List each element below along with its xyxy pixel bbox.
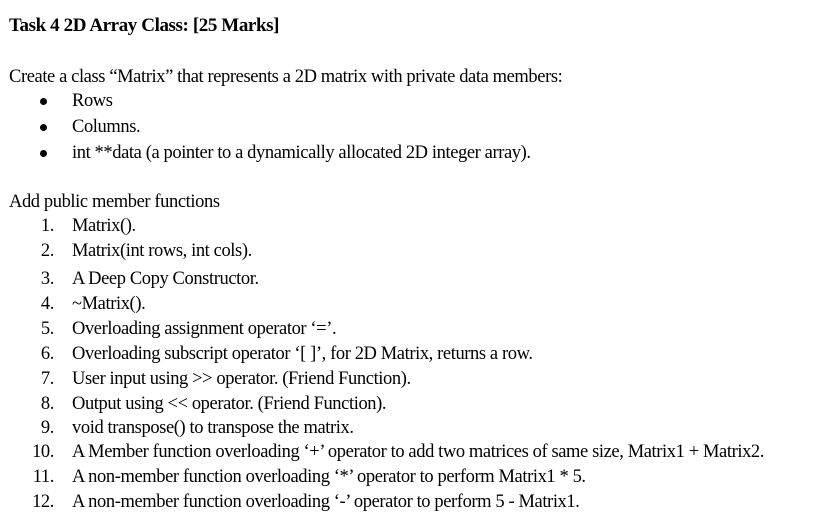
functions-heading: Add public member functions — [9, 192, 220, 212]
list-item-text: A non-member function overloading ‘*’ operator to perform Matrix1 * 5. — [72, 467, 586, 487]
list-item-number: 9. — [40, 418, 54, 438]
list-item-number: 11. — [32, 467, 54, 487]
list-item-number: 7. — [40, 369, 54, 389]
list-item-text: Overloading subscript operator ‘[ ]’, for 2D Matrix, returns a row. — [72, 344, 533, 364]
list-item-text: Matrix(). — [72, 216, 136, 236]
list-item-text: A Deep Copy Constructor. — [72, 269, 259, 289]
list-item-number: 5. — [40, 319, 54, 339]
task-heading: Task 4 2D Array Class: [25 Marks] — [9, 15, 280, 36]
list-item-number: 10. — [32, 442, 54, 462]
list-item-text: User input using >> operator. (Friend Function). — [72, 369, 411, 389]
list-item-number: 12. — [32, 492, 54, 512]
list-item-text: void transpose() to transpose the matrix. — [72, 418, 354, 438]
list-item-number: 2. — [40, 241, 54, 261]
list-item-text: A non-member function overloading ‘-’ operator to perform 5 - Matrix1. — [72, 492, 580, 512]
list-item-text: int **data (a pointer to a dynamically allocated 2D integer array). — [72, 143, 531, 163]
list-item-number: 6. — [40, 344, 54, 364]
list-item-text: Overloading assignment operator ‘=’. — [72, 319, 337, 339]
list-item-number: 3. — [40, 269, 54, 289]
list-item-number: 4. — [40, 294, 54, 314]
list-item-text: Rows — [72, 91, 113, 111]
intro-paragraph: Create a class “Matrix” that represents a 2D matrix with private data members: — [9, 67, 563, 87]
list-item-number: 8. — [40, 394, 54, 414]
list-item-text: ~Matrix(). — [72, 294, 146, 314]
list-item-text: Columns. — [72, 117, 141, 137]
list-item-text: Matrix(int rows, int cols). — [72, 241, 252, 261]
list-item-number: 1. — [40, 216, 54, 236]
list-item-text: A Member function overloading ‘+’ operator to add two matrices of same size, Matrix1 + Matrix2. — [72, 442, 765, 462]
list-item-text: Output using << operator. (Friend Function). — [72, 394, 387, 414]
